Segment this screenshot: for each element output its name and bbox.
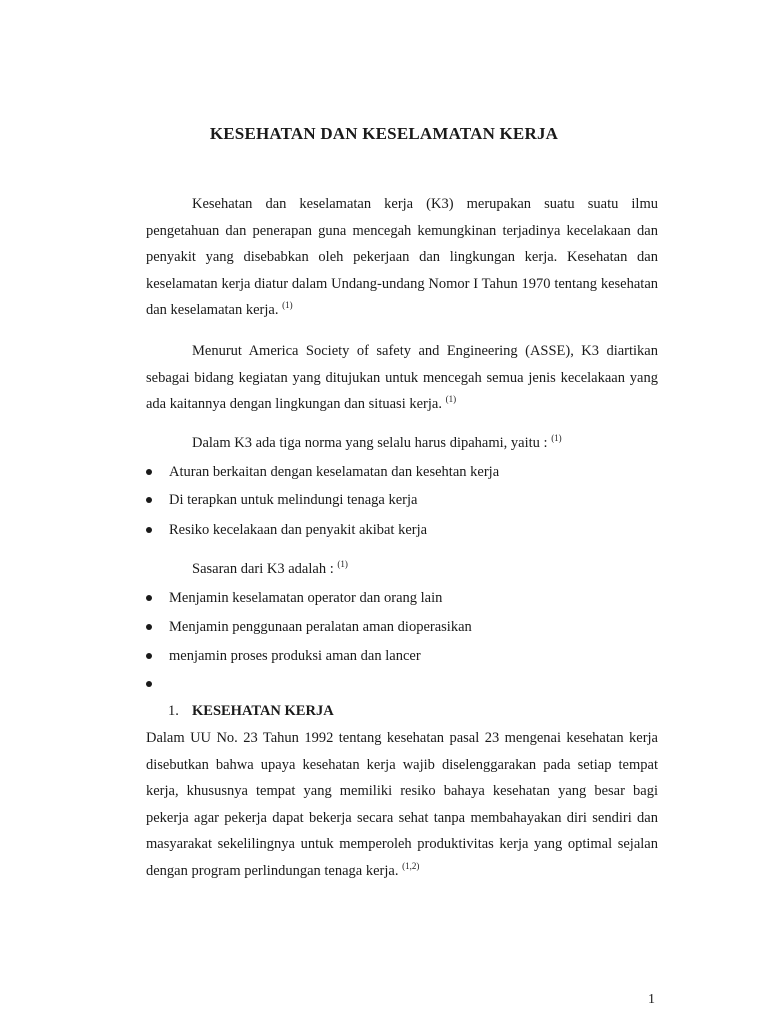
list-item-text: Menjamin keselamatan operator dan orang lain (169, 590, 443, 606)
reference-marker: (1) (551, 433, 562, 443)
paragraph-k3-definition (146, 191, 658, 324)
list-item (146, 590, 442, 607)
paragraph-asse-definition (146, 338, 658, 418)
list-item-text: Aturan berkaitan dengan keselamatan dan kesehtan kerja (169, 464, 500, 480)
section-heading (168, 703, 334, 720)
list-item-text: Di terapkan untuk melindungi tenaga kerja (169, 492, 418, 508)
bullet-icon (146, 624, 152, 630)
list-item-text: Resiko kecelakaan dan penyakit akibat kerja (169, 522, 428, 538)
section-title: KESEHATAN KERJA (192, 703, 334, 719)
list-item (146, 522, 427, 539)
list-item (146, 676, 169, 693)
page-title: KESEHATAN DAN KESELAMATAN KERJA (209, 124, 559, 143)
reference-marker: (1) (282, 300, 293, 310)
list-item (146, 492, 417, 509)
list-item-text: Menjamin penggunaan peralatan aman dioperasikan (169, 619, 472, 635)
bullet-icon (146, 653, 152, 659)
paragraph-health-law (146, 725, 658, 884)
bullet-icon (146, 595, 152, 601)
list-item (146, 619, 472, 636)
paragraph-text: Dalam UU No. 23 Tahun 1992 tentang kesehatan pasal 23 mengenai kesehatan kerja disebutkan bahwa upaya kesehatan kerja wajib diselenggarakan pada setiap tempat kerja, khususnya tempat yang memiliki resiko bahaya kesehatan yang besar bagi pekerja agar pekerja dapat bekerja secara sehat tanpa membahayakan diri sendiri dan masyarakat sekelilingnya untuk memperoleh produktivitas kerja yang optimal sejalan dengan program perlindungan tenaga kerja. (146, 730, 658, 879)
paragraph-text: Kesehatan dan keselamatan kerja (K3) merupakan suatu suatu ilmu pengetahuan dan penerapan guna mencegah kemungkinan terjadinya kecelakaan dan penyakit yang disebabkan oleh pekerjaan dan lingkungan kerja. Kesehatan dan keselamatan kerja diatur dalam Undang-undang Nomor I Tahun 1970 tentang kesehatan dan keselamatan kerja. (146, 196, 658, 318)
reference-marker: (1) (337, 559, 348, 569)
bullet-icon (146, 497, 152, 503)
section-number: 1. (168, 703, 179, 719)
reference-marker: (1,2) (402, 860, 420, 871)
targets-intro-text: Sasaran dari K3 adalah : (192, 561, 334, 577)
page-number: 1 (648, 992, 655, 1007)
bullet-icon (146, 469, 152, 475)
list-item (146, 464, 499, 481)
list-item-text: menjamin proses produksi aman dan lancer (169, 648, 421, 664)
norms-intro-text: Dalam K3 ada tiga norma yang selalu harus dipahami, yaitu : (192, 435, 548, 451)
norms-intro (192, 435, 562, 452)
list-item (146, 648, 421, 665)
targets-intro (192, 561, 348, 578)
reference-marker: (1) (445, 394, 457, 404)
bullet-icon (146, 527, 152, 533)
bullet-icon (146, 681, 152, 687)
paragraph-text: Menurut America Society of safety and Engineering (ASSE), K3 diartikan sebagai bidang kegiatan yang ditujukan untuk mencegah semua jenis kecelakaan yang ada kaitannya dengan lingkungan dan situasi kerja. (146, 343, 658, 412)
